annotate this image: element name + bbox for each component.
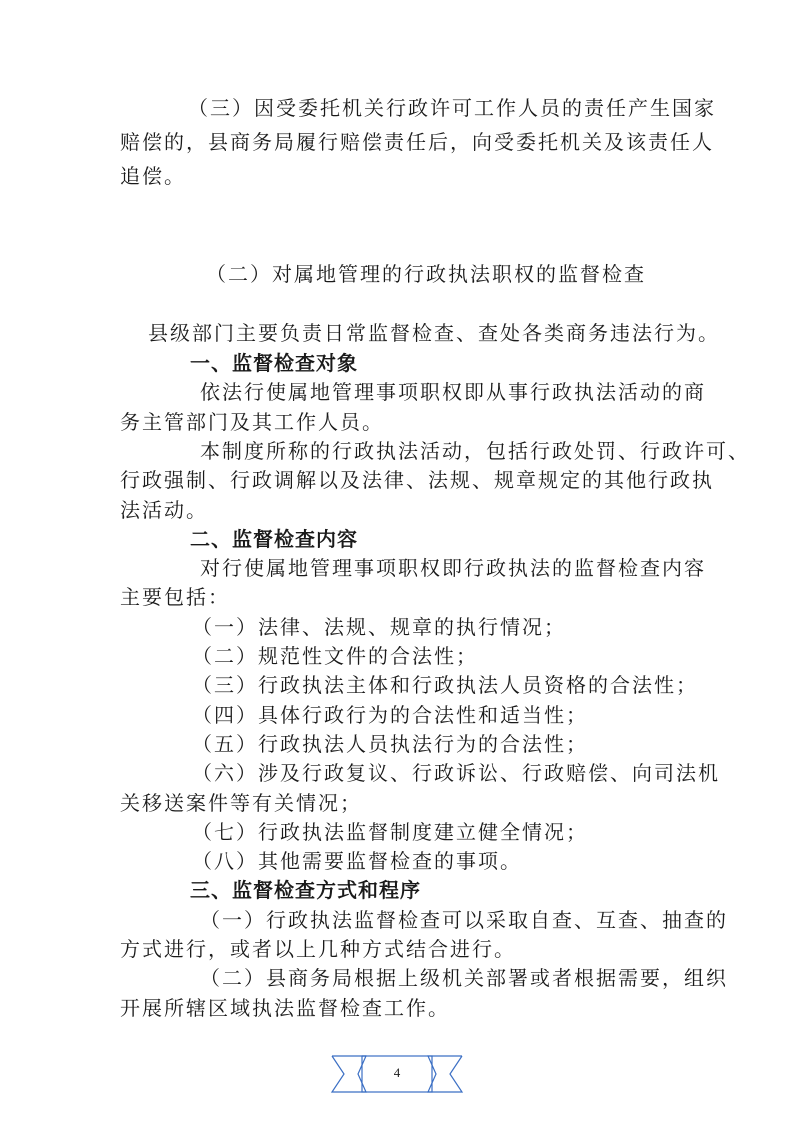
list-item: （二）规范性文件的合法性；: [192, 644, 478, 668]
paragraph-line: 追偿。: [120, 164, 186, 188]
paragraph-line: 开展所辖区域执法监督检查工作。: [120, 996, 450, 1020]
paragraph-line: （二）县商务局根据上级机关部署或者根据需要，组织: [200, 966, 728, 990]
list-item: （三）行政执法主体和行政执法人员资格的合法性；: [192, 673, 698, 697]
list-item: （六）涉及行政复议、行政诉讼、行政赔偿、向司法机: [192, 761, 720, 785]
paragraph-line: 方式进行，或者以上几种方式结合进行。: [120, 937, 516, 961]
page-number-footer: [330, 1050, 464, 1098]
paragraph-line: 本制度所称的行政执法活动，包括行政处罚、行政许可、: [200, 439, 750, 463]
list-item: （四）具体行政行为的合法性和适当性；: [192, 703, 588, 727]
intro-text: 县级部门主要负责日常监督检查、查处各类商务违法行为。: [148, 321, 720, 345]
paragraph-line: （三）因受委托机关行政许可工作人员的责任产生国家: [188, 96, 716, 120]
heading-supervision-methods: 三、监督检查方式和程序: [190, 878, 421, 902]
list-item: （八）其他需要监督检查的事项。: [192, 849, 522, 873]
list-item: （五）行政执法人员执法行为的合法性；: [192, 732, 588, 756]
paragraph-line: 赔偿的，县商务局履行赔偿责任后，向受委托机关及该责任人: [120, 130, 714, 154]
list-item-continuation: 关移送案件等有关情况；: [120, 791, 362, 815]
paragraph-line: 依法行使属地管理事项职权即从事行政执法活动的商: [200, 380, 706, 404]
paragraph-line: 主要包括：: [120, 585, 230, 609]
heading-supervision-objects: 一、监督检查对象: [190, 351, 358, 375]
page-number: 4: [393, 1065, 401, 1080]
paragraph-line: 行政强制、行政调解以及法律、法规、规章规定的其他行政执: [120, 468, 714, 492]
paragraph-line: （一）行政执法监督检查可以采取自查、互查、抽查的: [200, 908, 728, 932]
paragraph-line: 法活动。: [120, 498, 208, 522]
paragraph-line: 务主管部门及其工作人员。: [120, 410, 384, 434]
section-title: （二）对属地管理的行政执法职权的监督检查: [206, 262, 646, 286]
paragraph-line: 对行使属地管理事项职权即行政执法的监督检查内容: [200, 556, 706, 580]
list-item: （一）法律、法规、规章的执行情况；: [192, 615, 566, 639]
list-item: （七）行政执法监督制度建立健全情况；: [192, 820, 588, 844]
heading-supervision-content: 二、监督检查内容: [190, 527, 358, 551]
